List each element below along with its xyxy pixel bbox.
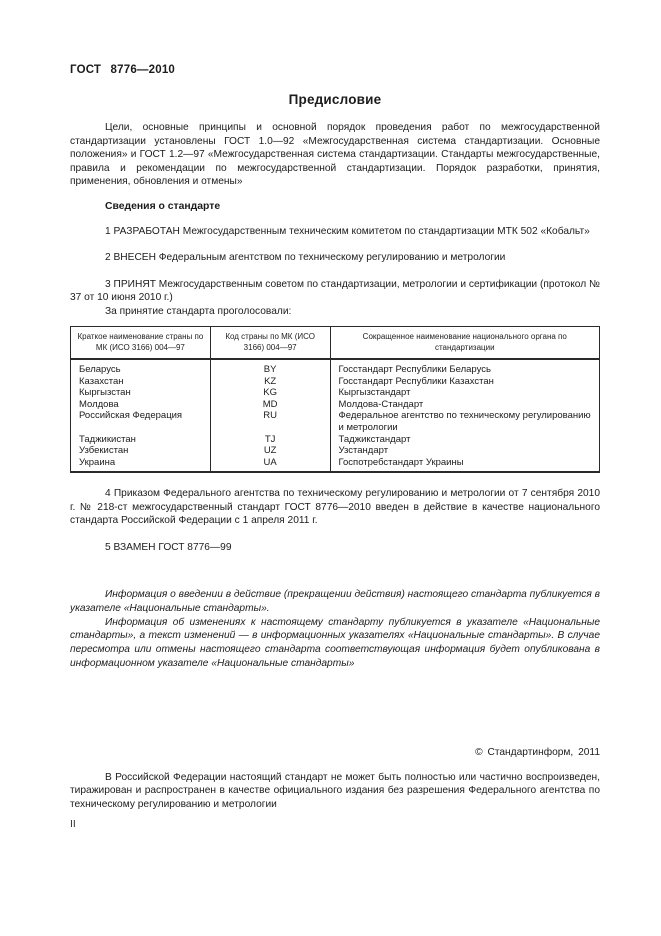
standard-info-heading: Сведения о стандарте <box>105 200 221 212</box>
code-cell: TJ <box>210 434 330 446</box>
publication-note-1: Информация о введении в действие (прекращении действия) настоящего стандарта публикуется в указателе «Национальные стандарты». <box>70 589 600 615</box>
voting-table <box>70 326 600 473</box>
page-title: Предисловие <box>288 92 382 107</box>
country-cell: Таджикистан <box>71 434 211 446</box>
org-cell: Кыргызстандарт <box>330 387 599 399</box>
restriction-paragraph: В Российской Федерации настоящий стандарт не может быть полностью или частично воспроизведен, тиражирован и распространен в качестве официального издания без разрешения Федерального агентства по техническому регулированию и метрологии <box>70 771 600 810</box>
table-row <box>71 359 600 376</box>
header-code: Код страны по МК (ИСО 3166) 004—97 <box>210 327 330 360</box>
org-cell: Узстандарт <box>330 445 599 457</box>
org-cell: Федеральное агентство по техническому регулированию и метрологии <box>330 410 599 433</box>
country-cell: Кыргызстан <box>71 387 211 399</box>
table-row <box>71 376 600 388</box>
country-cell: Узбекистан <box>71 445 211 457</box>
intro-paragraph: Цели, основные принципы и основной порядок проведения работ по межгосударственной стандартизации установлены ГОСТ 1.0—92 «Межгосударственная система стандартизации. Основные положения» и ГОСТ 1.2—97 «Межгосударственная система стандартизации. Стандарты межгосударственные, правила и рекомендации по межгосударственной стандартизации. Порядок разработки, принятия, применения, обновления и отмены» <box>70 122 600 187</box>
vote-line: За принятие стандарта проголосовали: <box>105 305 292 317</box>
table-row <box>71 410 600 433</box>
country-cell: Украина <box>71 457 211 473</box>
clause-5: 5 ВЗАМЕН ГОСТ 8776—99 <box>105 541 232 553</box>
clause-1: 1 РАЗРАБОТАН Межгосударственным техническим комитетом по стандартизации МТК 502 «Кобальт» <box>105 225 590 237</box>
code-cell: KZ <box>210 376 330 388</box>
org-cell: Госстандарт Республики Беларусь <box>330 359 599 376</box>
table-row <box>71 399 600 411</box>
table-header-row <box>71 327 600 360</box>
code-cell: UA <box>210 457 330 473</box>
table-row <box>71 434 600 446</box>
org-cell: Госпотребстандарт Украины <box>330 457 599 473</box>
copyright-line: © Стандартинформ, 2011 <box>475 746 600 758</box>
org-cell: Госстандарт Республики Казахстан <box>330 376 599 388</box>
org-cell: Молдова-Стандарт <box>330 399 599 411</box>
table-row <box>71 457 600 473</box>
table-row <box>71 387 600 399</box>
org-cell: Таджикстандарт <box>330 434 599 446</box>
code-cell: BY <box>210 359 330 376</box>
country-cell: Беларусь <box>71 359 211 376</box>
clause-4: 4 Приказом Федерального агентства по техническому регулированию и метрологии от 7 сентября 2010 г. № 218-ст межгосударственный стандарт ГОСТ 8776—2010 введен в действие в качестве национального стандарта Российской Федерации с 1 апреля 2011 г. <box>70 488 600 527</box>
table-row <box>71 445 600 457</box>
page-number: II <box>70 818 76 831</box>
clause-2: 2 ВНЕСЕН Федеральным агентством по техническому регулированию и метрологии <box>105 252 506 263</box>
country-cell: Молдова <box>71 399 211 411</box>
doc-code: ГОСТ 8776—2010 <box>70 64 176 76</box>
publication-notes <box>70 588 600 670</box>
code-cell: UZ <box>210 445 330 457</box>
publication-note-2: Информация об изменениях к настоящему стандарту публикуется в указателе «Национальные стандарты», а текст изменений — в информационных указателях «Национальные стандарты». В случае пересмотра или отмены настоящего стандарта соответствующая информация будет опубликована в информационном указателе «Национальные стандарты» <box>70 616 600 669</box>
header-org: Сокращенное наименование национального органа по стандартизации <box>330 327 599 360</box>
header-country: Краткое наименование страны по МК (ИСО 3166) 004—97 <box>71 327 211 360</box>
clause-3: 3 ПРИНЯТ Межгосударственным советом по стандартизации, метрологии и сертификации (протокол № 37 от 10 июня 2010 г.) <box>70 278 600 303</box>
country-cell: Казахстан <box>71 376 211 388</box>
code-cell: RU <box>210 410 330 433</box>
code-cell: KG <box>210 387 330 399</box>
code-cell: MD <box>210 399 330 411</box>
country-cell: Российская Федерация <box>71 410 211 433</box>
